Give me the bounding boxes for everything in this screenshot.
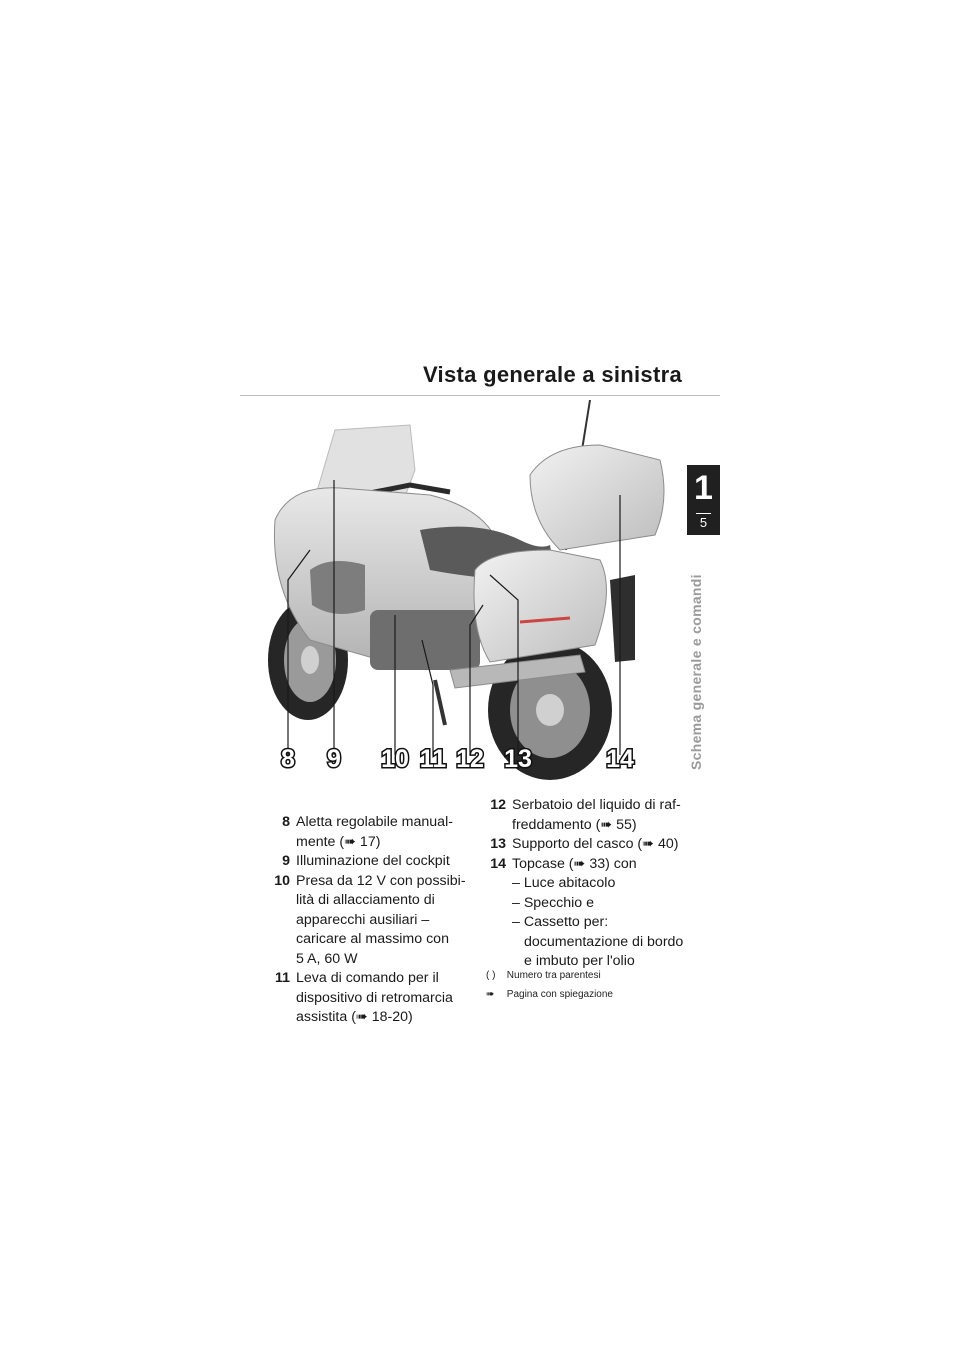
item-number: 12 <box>490 797 506 813</box>
sub-item: – Specchio e <box>512 894 595 911</box>
callout-10: 10 <box>381 745 409 773</box>
sub-item: – Luce abitacolo <box>512 875 616 891</box>
item-text: Supporto del casco (➠ 40) <box>512 836 679 852</box>
arrow-icon: ➠ <box>486 989 495 1000</box>
items-left-column <box>262 813 467 1028</box>
callout-12: 12 <box>456 745 484 773</box>
item-text: Topcase (➠ 33) con <box>512 855 637 872</box>
item-number: 11 <box>275 970 290 986</box>
item-text: dispositivo di retromarcia <box>296 989 453 1006</box>
list-item <box>262 969 467 1028</box>
item-text: Serbatoio del liquido di raf- <box>512 797 681 813</box>
item-text: Leva di comando per il <box>296 970 439 986</box>
item-number: 14 <box>490 855 506 872</box>
item-text: Aletta regolabile manual- <box>296 814 453 830</box>
chapter-number: 1 <box>694 469 713 507</box>
callout-13: 13 <box>504 745 532 773</box>
legend-row <box>486 989 613 1000</box>
item-number: 10 <box>274 872 290 889</box>
callout-9: 9 <box>327 745 341 773</box>
motorcycle-photo <box>250 400 690 780</box>
list-item <box>262 852 467 872</box>
item-number: 13 <box>490 836 506 852</box>
title-rule <box>240 395 720 396</box>
item-text: lità di allacciamento di <box>296 892 435 908</box>
tab-divider <box>696 513 711 514</box>
items-right-column <box>478 796 693 972</box>
page-title: Vista generale a sinistra <box>422 362 682 387</box>
item-text: mente (➠ 17) <box>296 833 381 850</box>
list-item <box>478 796 693 835</box>
item-number: 8 <box>282 814 290 830</box>
callout-11: 11 <box>419 745 447 773</box>
callout-numbers <box>250 740 690 776</box>
legend-text: Numero tra parentesi <box>506 970 601 981</box>
item-text: 5 A, 60 W <box>296 950 358 967</box>
item-text: caricare al massimo con <box>296 931 449 947</box>
page-number: 5 <box>699 515 708 530</box>
callout-8: 8 <box>281 745 295 773</box>
list-item <box>478 855 693 972</box>
item-number: 9 <box>282 853 290 869</box>
item-text: freddamento (➠ 55) <box>512 816 637 833</box>
sub-item: e imbuto per l'olio <box>524 953 635 969</box>
item-text: assistita (➠ 18-20) <box>296 1009 413 1025</box>
sidebar-section-title: Schema generale e comandi <box>688 574 704 770</box>
sub-item: documentazione di bordo <box>524 933 684 950</box>
item-text: Illuminazione del cockpit <box>296 853 450 869</box>
callout-14: 14 <box>606 745 634 773</box>
chapter-tab <box>687 465 720 535</box>
sub-item: – Cassetto per: <box>512 914 609 930</box>
list-item <box>478 835 693 855</box>
item-text: Presa da 12 V con possibi- <box>296 872 466 889</box>
legend-text: Pagina con spiegazione <box>506 989 613 1000</box>
item-text: apparecchi ausiliari – <box>296 911 430 928</box>
legend-row <box>486 970 601 981</box>
list-item <box>262 872 467 970</box>
parentheses-symbol: ( ) <box>486 970 496 981</box>
list-item <box>262 813 467 852</box>
